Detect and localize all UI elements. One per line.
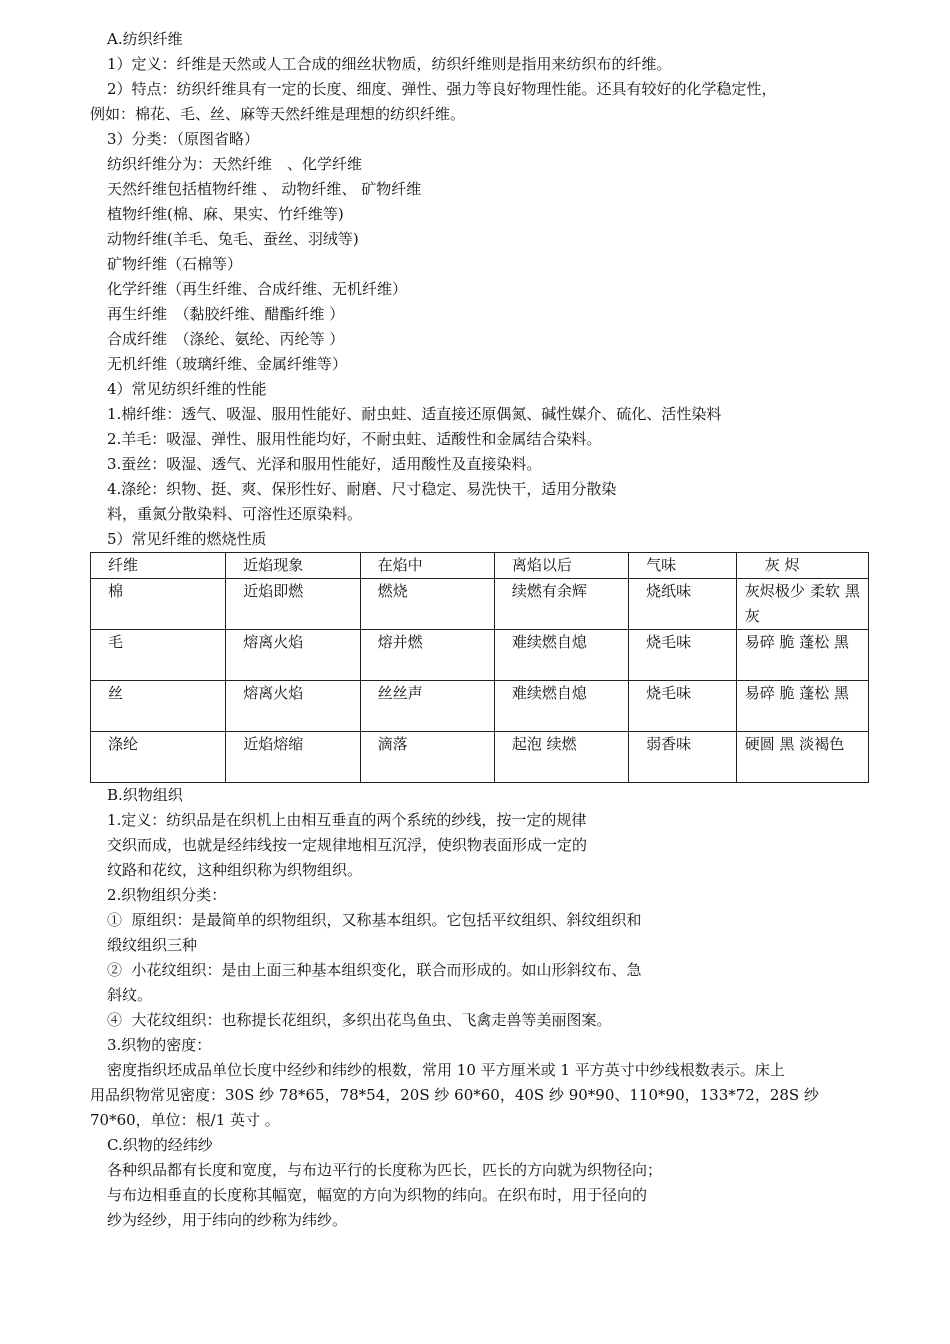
table-cell: 硬圆 黑 淡褐色 <box>736 732 868 783</box>
table-cell: 灰烬极少 柔软 黑 灰 <box>736 579 868 630</box>
density-line: 密度指织坯成品单位长度中经纱和纬纱的根数，常用 10 平方厘米或 1 平方英寸中纱线根数表示。床上 <box>107 1061 785 1079</box>
table-header-cell: 近焰现象 <box>226 553 360 579</box>
table-header-cell: 在焰中 <box>360 553 494 579</box>
table-cell: 燃烧 <box>360 579 494 630</box>
weave-class-line: 斜纹。 <box>107 986 153 1004</box>
warp-weft-line: 各种织品都有长度和宽度，与布边平行的长度称为匹长，匹长的方向就为织物径向； <box>107 1161 663 1179</box>
warp-weft-line: 纱为经纱，用于纬向的纱称为纬纱。 <box>107 1211 348 1229</box>
table-row <box>91 732 869 783</box>
table-cell: 丝丝声 <box>360 681 494 732</box>
table-row <box>91 630 869 681</box>
table-cell: 起泡 续燃 <box>494 732 628 783</box>
table-header-cell: 气味 <box>629 553 737 579</box>
performance-line: 料，重氮分散染料、可溶性还原染料。 <box>107 505 363 523</box>
classification-line: 合成纤维 （涤纶、氨纶、丙纶等 ） <box>107 330 345 348</box>
density-line: 用品织物常见密度：30S 纱 78*65，78*54，20S 纱 60*60，40S 纱 90*90、110*90，133*72，28S 纱 <box>90 1086 819 1104</box>
density-heading: 3.织物的密度： <box>107 1036 212 1054</box>
table-row <box>91 579 869 630</box>
performance-line: 2.羊毛：吸湿、弹性、服用性能均好，不耐虫蛀、适酸性和金属结合染料。 <box>107 430 602 448</box>
table-cell: 难续燃自熄 <box>494 630 628 681</box>
burning-heading: 5）常见纤维的燃烧性质 <box>107 530 267 548</box>
table-cell: 滴落 <box>360 732 494 783</box>
classification-line: 天然纤维包括植物纤维 、 动物纤维、 矿物纤维 <box>107 180 422 198</box>
table-header-cell: 纤维 <box>91 553 226 579</box>
weave-class-line: ① 原组织：是最简单的织物组织，又称基本组织。它包括平纹组织、斜纹组织和 <box>107 911 642 929</box>
section-b-heading: B.织物组织 <box>107 786 183 804</box>
table-cell: 烧纸味 <box>629 579 737 630</box>
table-cell: 易碎 脆 蓬松 黑 <box>736 630 868 681</box>
feature-line: 2）特点：纺织纤维具有一定的长度、细度、弹性、强力等良好物理性能。还具有较好的化学稳定性， <box>107 80 777 98</box>
classification-line: 化学纤维（再生纤维、合成纤维、无机纤维） <box>107 280 408 298</box>
burning-properties-table <box>90 552 869 783</box>
classification-line: 无机纤维（玻璃纤维、金属纤维等） <box>107 355 348 373</box>
table-cell: 熔并燃 <box>360 630 494 681</box>
performance-line: 4.涤纶：织物、挺、爽、保形性好、耐磨、尺寸稳定、易洗快干，适用分散染 <box>107 480 617 498</box>
definition-line: 纹路和花纹，这种组织称为织物组织。 <box>107 861 363 879</box>
table-cell: 近焰熔缩 <box>226 732 360 783</box>
table-cell: 熔离火焰 <box>226 630 360 681</box>
table-row <box>91 681 869 732</box>
performance-heading: 4）常见纺织纤维的性能 <box>107 380 267 398</box>
table-cell: 烧毛味 <box>629 681 737 732</box>
table-header-row <box>91 553 869 579</box>
weave-class-line: ② 小花纹组织：是由上面三种基本组织变化，联合而形成的。如山形斜纹布、急 <box>107 961 642 979</box>
table-header-cell: 灰 烬 <box>736 553 868 579</box>
weave-class-line: 缎纹组织三种 <box>107 936 198 954</box>
table-header-cell: 离焰以后 <box>494 553 628 579</box>
definition-line: 交织而成，也就是经纬线按一定规律地相互沉浮，使织物表面形成一定的 <box>107 836 588 854</box>
table-cell: 棉 <box>91 579 226 630</box>
performance-line: 1.棉纤维：透气、吸湿、服用性能好、耐虫蛀、适直接还原偶氮、碱性媒介、硫化、活性染料 <box>107 405 722 423</box>
classification-line: 植物纤维(棉、麻、果实、竹纤维等) <box>107 205 344 223</box>
warp-weft-line: 与布边相垂直的长度称其幅宽，幅宽的方向为织物的纬向。在织布时，用于径向的 <box>107 1186 648 1204</box>
table-cell: 丝 <box>91 681 226 732</box>
table-cell: 毛 <box>91 630 226 681</box>
performance-line: 3.蚕丝：吸湿、透气、光泽和服用性能好，适用酸性及直接染料。 <box>107 455 542 473</box>
weave-class-line: ④ 大花纹组织：也称提长花组织，多织出花鸟鱼虫、飞禽走兽等美丽图案。 <box>107 1011 612 1029</box>
definition-line: 1.定义：纺织品是在织机上由相互垂直的两个系统的纱线，按一定的规律 <box>107 811 587 829</box>
classification-line: 再生纤维 （黏胶纤维、醋酯纤维 ） <box>107 305 345 323</box>
weave-class-heading: 2.织物组织分类： <box>107 886 227 904</box>
section-c-heading: C.织物的经纬纱 <box>107 1136 213 1154</box>
section-a-heading: A.纺织纤维 <box>107 30 183 48</box>
definition-line: 1）定义：纤维是天然或人工合成的细丝状物质，纺织纤维则是指用来纺织布的纤维。 <box>107 55 672 73</box>
table-cell: 涤纶 <box>91 732 226 783</box>
classification-heading: 3）分类：（原图省略） <box>107 130 260 148</box>
classification-line: 纺织纤维分为：天然纤维 、化学纤维 <box>107 155 363 173</box>
table-cell: 烧毛味 <box>629 630 737 681</box>
classification-line: 矿物纤维（石棉等） <box>107 255 243 273</box>
table-cell: 熔离火焰 <box>226 681 360 732</box>
classification-line: 动物纤维(羊毛、兔毛、蚕丝、羽绒等) <box>107 230 359 248</box>
table-cell: 近焰即燃 <box>226 579 360 630</box>
feature-line: 例如：棉花、毛、丝、麻等天然纤维是理想的纺织纤维。 <box>90 105 466 123</box>
table-cell: 弱香味 <box>629 732 737 783</box>
density-line: 70*60，单位：根/1 英寸 。 <box>90 1111 280 1129</box>
table-cell: 易碎 脆 蓬松 黑 <box>736 681 868 732</box>
table-cell: 续燃有余辉 <box>494 579 628 630</box>
table-cell: 难续燃自熄 <box>494 681 628 732</box>
